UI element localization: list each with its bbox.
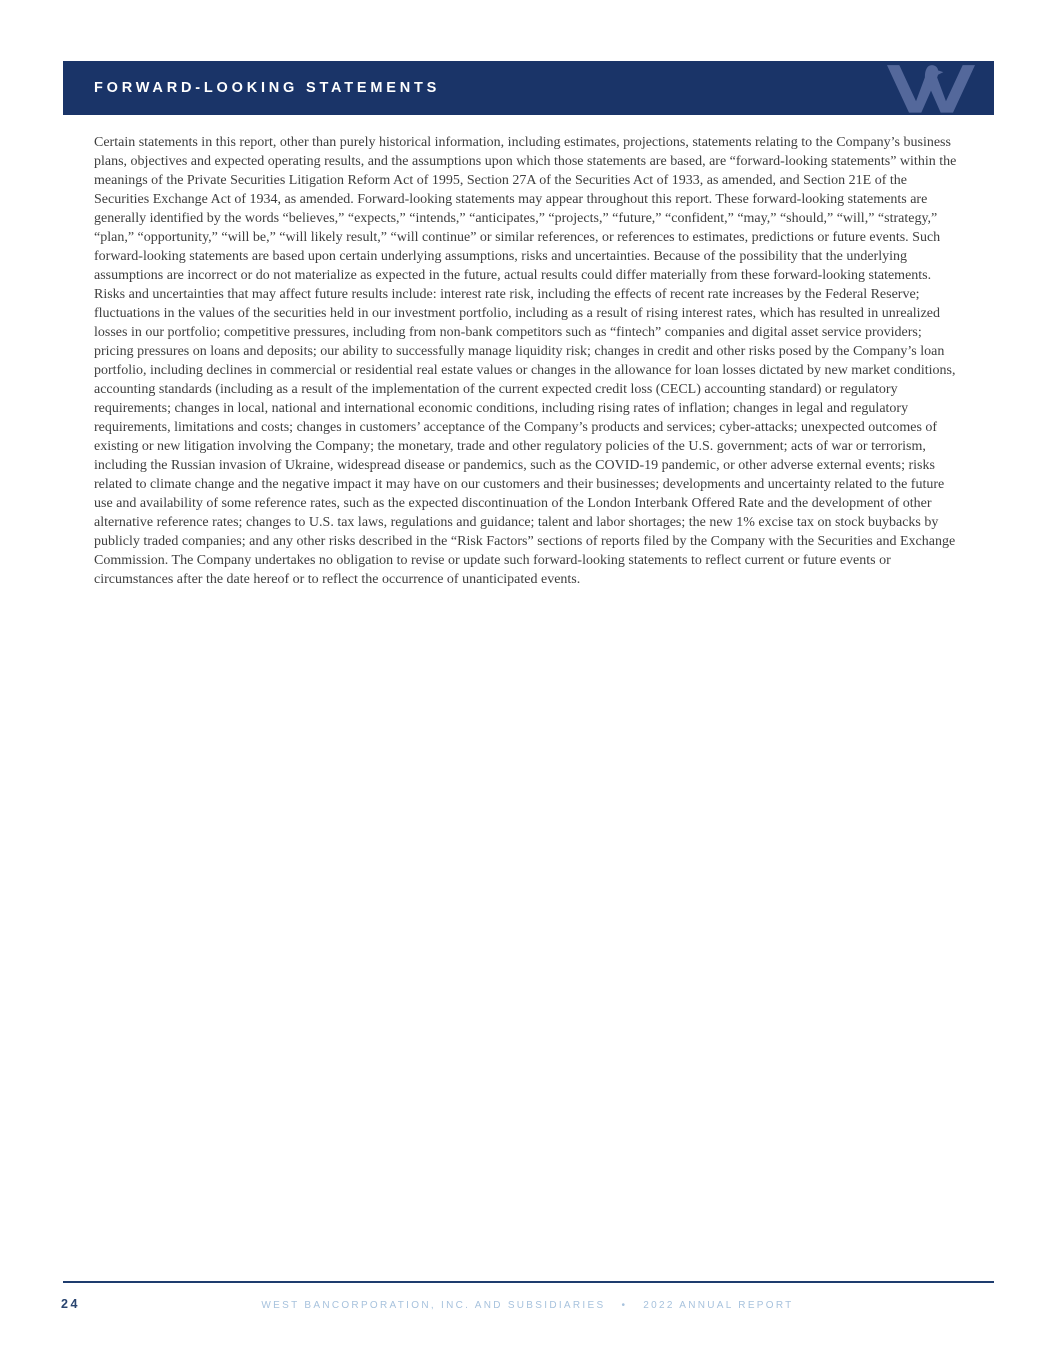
footer-report-title: 2022 ANNUAL REPORT [643, 1300, 794, 1311]
footer-company-name: WEST BANCORPORATION, INC. AND SUBSIDIARIES [261, 1300, 606, 1311]
westbank-w-eagle-logo-icon [887, 63, 975, 113]
footer-rule [63, 1281, 994, 1283]
page-number: 24 [61, 1297, 80, 1311]
footer-text [0, 1300, 1055, 1311]
page-title: FORWARD-LOOKING STATEMENTS [94, 80, 441, 96]
section-header-bar [63, 61, 994, 115]
footer-bullet-separator: • [621, 1300, 628, 1311]
forward-looking-statements-paragraph: Certain statements in this report, other than purely historical information, including estimates, projections, statements relating to the Company’s business plans, objectives and expected operating results, and the assumptions upon which those statements are based, are “forward-looking statements” within the meanings of the Private Securities Litigation Reform Act of 1995, Section 27A of the Securities Act of 1933, as amended, and Section 21E of the Securities Exchange Act of 1934, as amended. Forward-looking statements may appear throughout this report. These forward-looking statements are generally identified by the words “believes,” “expects,” “intends,” “anticipates,” “projects,” “future,” “confident,” “may,” “should,” “will,” “strategy,” “plan,” “opportunity,” “will be,” “will likely result,” “will continue” or similar references, or references to estimates, predictions or future events. Such forward-looking statements are based upon certain underlying assumptions, risks and uncertainties. Because of the possibility that the underlying assumptions are incorrect or do not materialize as expected in the future, actual results could differ materially from these forward-looking statements. Risks and uncertainties that may affect future results include: interest rate risk, including the effects of recent rate increases by the Federal Reserve; fluctuations in the values of the securities held in our investment portfolio, including as a result of rising interest rates, which has resulted in unrealized losses in our portfolio; competitive pressures, including from non-bank competitors such as “fintech” companies and digital asset service providers; pricing pressures on loans and deposits; our ability to successfully manage liquidity risk; changes in credit and other risks posed by the Company’s loan portfolio, including declines in commercial or residential real estate values or changes in the allowance for loan losses dictated by new market conditions, accounting standards (including as a result of the implementation of the current expected credit loss (CECL) accounting standard) or regulatory requirements; changes in local, national and international economic conditions, including rising rates of inflation; changes in legal and regulatory requirements, limitations and costs; changes in customers’ acceptance of the Company’s products and services; cyber-attacks; unexpected outcomes of existing or new litigation involving the Company; the monetary, trade and other regulatory policies of the U.S. government; acts of war or terrorism, including the Russian invasion of Ukraine, widespread disease or pandemics, such as the COVID-19 pandemic, or other adverse external events; risks related to climate change and the negative impact it may have on our customers and their businesses; developments and uncertainty related to the future use and availability of some reference rates, such as the expected discontinuation of the London Interbank Offered Rate and the development of other alternative reference rates; changes to U.S. tax laws, regulations and guidance; talent and labor shortages; the new 1% excise tax on stock buybacks by publicly traded companies; and any other risks described in the “Risk Factors” sections of reports filed by the Company with the Securities and Exchange Commission. The Company undertakes no obligation to revise or update such forward-looking statements to reflect current or future events or circumstances after the date hereof or to reflect the occurrence of unanticipated events. [94, 135, 957, 587]
